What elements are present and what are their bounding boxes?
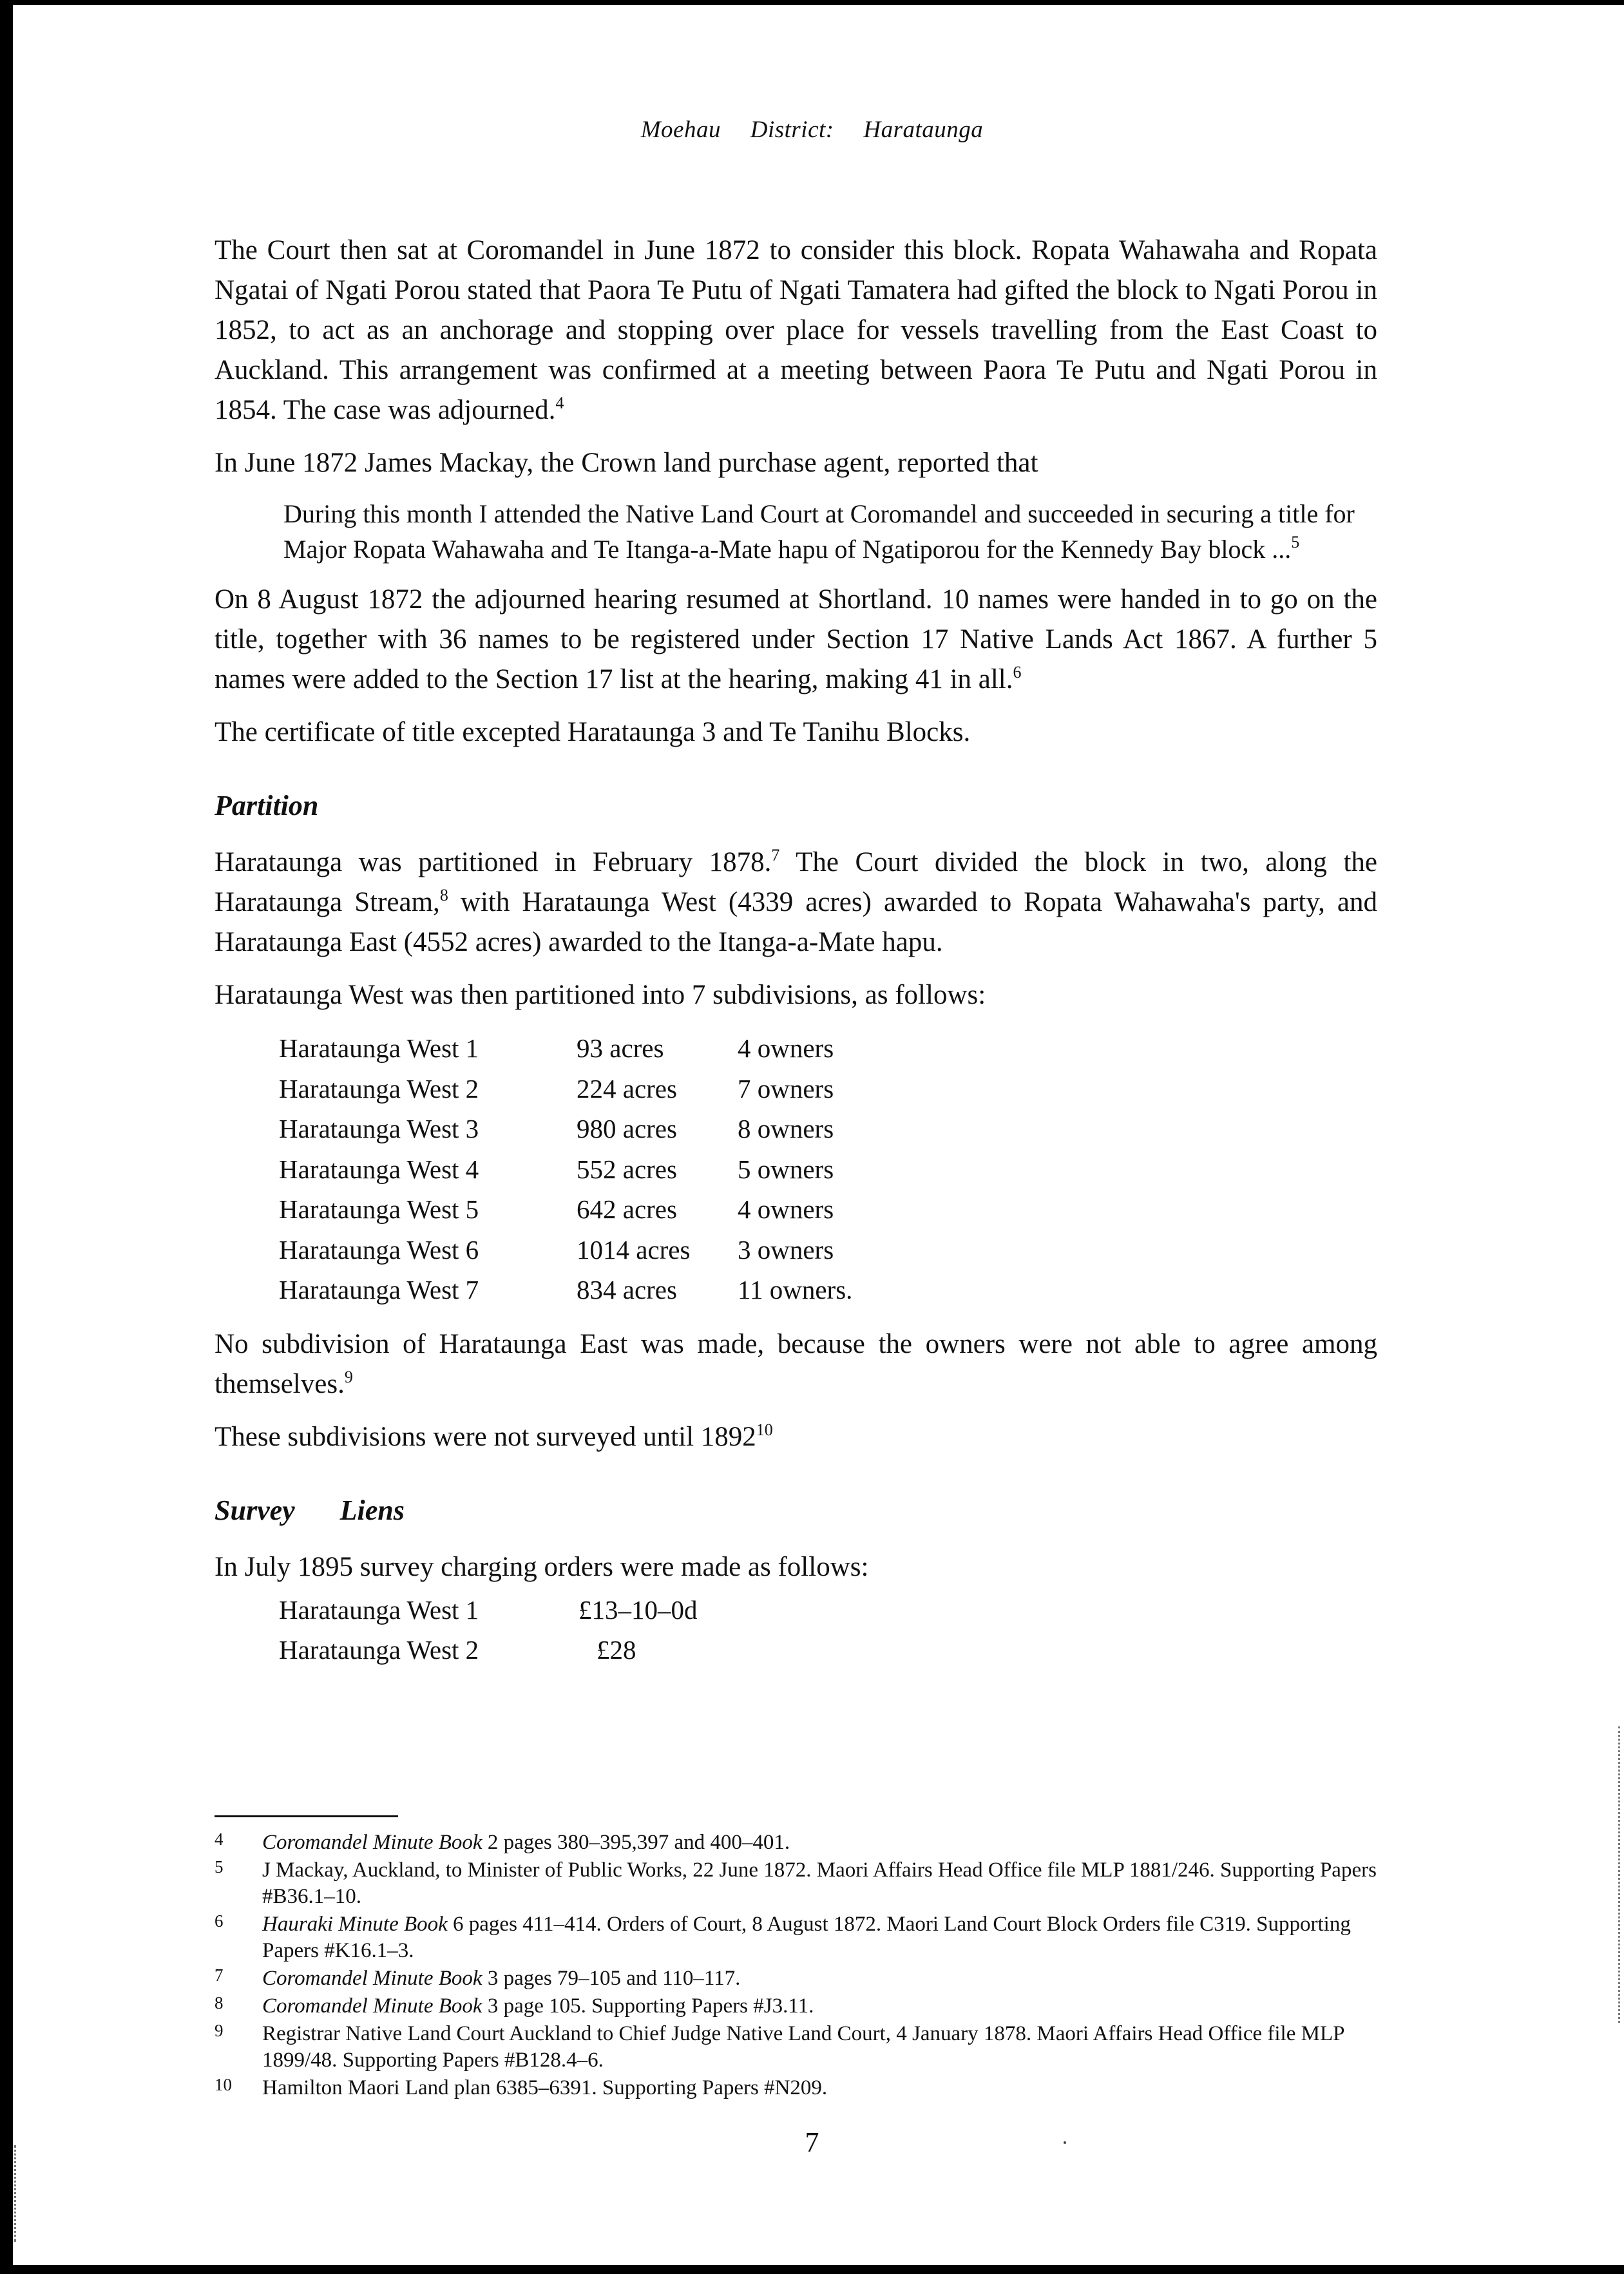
footnote-number: 6 xyxy=(215,1911,224,1931)
paragraph-text: On 8 August 1872 the adjourned hearing resumed at Shortland. 10 names were handed in to go on the title, together with 36 names to be registered under Section 17 Native Lands Act 1867. A further 5 names were added to the Section 17 list at the hearing, making 41 in all. xyxy=(215,584,1377,694)
table-row xyxy=(279,1028,852,1069)
subdivision-acres: 834 acres xyxy=(577,1275,677,1304)
footnote-detail: 3 page 105. Supporting Papers #J3.11. xyxy=(482,1994,814,2018)
footnote-text xyxy=(262,1911,1377,1964)
footnote-detail: 6 pages 411–414. Orders of Court, 8 August 1872. Maori Land Court Block Orders file C319. Supporting Papers #K16.1–3. xyxy=(262,1913,1351,1962)
subdivision-name: Harataunga West 5 xyxy=(279,1194,479,1224)
paragraph-text: The Court then sat at Coromandel in June 1872 to consider this block. Ropata Wahawaha and Ropata Ngatai of Ngati Porou stated that Paora Te Putu of Ngati Tamatera had gifted the block to Ngati Porou in 1852, to act as an anchorage and stopping over place for vessels travelling from the East Coast to Auckland. This arrangement was confirmed at a meeting between Paora Te Putu and Ngati Porou in 1854. The case was adjourned. xyxy=(215,235,1377,425)
subdivision-acres: 642 acres xyxy=(577,1194,677,1224)
table-row xyxy=(279,1149,852,1190)
footnote-detail: 2 pages 380–395,397 and 400–401. xyxy=(482,1831,790,1854)
heading-word: Survey xyxy=(215,1494,295,1526)
footnote-source-title: Coromandel Minute Book xyxy=(262,1994,482,2018)
subdivision-owners: 7 owners xyxy=(738,1073,834,1104)
paragraph-partition xyxy=(215,843,1377,962)
footnote-number: 10 xyxy=(215,2075,232,2094)
paragraph-shortland-hearing xyxy=(215,580,1377,700)
heading-partition: Partition xyxy=(215,790,319,821)
subdivision-name: Harataunga West 3 xyxy=(279,1114,479,1143)
footnote-ref-6: 6 xyxy=(1013,663,1022,682)
footnote-text xyxy=(262,2021,1377,2074)
heading-word: Liens xyxy=(339,1494,405,1526)
footnote-ref-8: 8 xyxy=(439,886,448,904)
footnotes xyxy=(215,1830,1377,2103)
footnote-7 xyxy=(215,1965,1377,1992)
heading-survey-liens xyxy=(215,1491,1377,1531)
subdivision-owners: 5 owners xyxy=(738,1154,834,1184)
scan-edge-left-marks xyxy=(14,2145,18,2242)
subdivision-name: Harataunga West 6 xyxy=(279,1234,479,1265)
header-left: Moehau xyxy=(640,117,721,143)
footnote-ref-9: 9 xyxy=(344,1367,353,1386)
table-row xyxy=(279,1630,698,1670)
subdivision-name: Harataunga West 2 xyxy=(279,1073,479,1104)
subdivisions-table xyxy=(279,1028,852,1310)
paragraph-subdivisions-intro: Harataunga West was then partitioned into 7 subdivisions, as follows: xyxy=(215,980,986,1010)
paragraph-text: These subdivisions were not surveyed until 1892 xyxy=(215,1421,756,1452)
subdivision-name: Harataunga West 1 xyxy=(279,1033,479,1063)
lien-block-name: Harataunga West 1 xyxy=(279,1594,479,1625)
footnote-number: 5 xyxy=(215,1857,224,1877)
footnote-6 xyxy=(215,1911,1377,1964)
subdivision-acres: 552 acres xyxy=(577,1154,677,1184)
footnote-text xyxy=(262,2075,1377,2101)
footnote-text xyxy=(262,1993,1377,2020)
lien-amount: £13–10–0d xyxy=(578,1594,698,1625)
footnote-number: 7 xyxy=(215,1965,224,1985)
paragraph-text: The Court divided the block in two, along the Harataunga Stream, xyxy=(215,847,1377,917)
quote-text: During this month I attended the Native Land Court at Coromandel and succeeded in securing a title for Major Ropata Wahawaha and Te Itanga-a-Mate hapu of Ngatiporou for the Kennedy Bay block ... xyxy=(283,499,1355,564)
table-row xyxy=(279,1109,852,1149)
paragraph-text: No subdivision of Harataunga East was made, because the owners were not able to agree among themselves. xyxy=(215,1328,1377,1399)
block-quote-mackay xyxy=(215,496,1377,567)
footnote-ref-4: 4 xyxy=(555,394,564,412)
scan-edge-left xyxy=(0,0,13,2274)
footnote-10 xyxy=(215,2075,1377,2101)
lien-amount: £28 xyxy=(597,1634,636,1665)
footnote-ref-7: 7 xyxy=(771,846,780,865)
footnote-8 xyxy=(215,1993,1377,2020)
subdivision-acres: 980 acres xyxy=(577,1114,677,1143)
paragraph-no-subdivision-east xyxy=(215,1324,1377,1404)
footnote-text xyxy=(262,1830,1377,1856)
table-row xyxy=(279,1189,852,1230)
footnote-detail: Hamilton Maori Land plan 6385–6391. Supporting Papers #N209. xyxy=(262,2076,828,2099)
running-header xyxy=(0,116,1624,144)
subdivision-owners: 8 owners xyxy=(738,1114,834,1143)
footnote-number: 8 xyxy=(215,1993,224,2012)
footnote-9 xyxy=(215,2021,1377,2074)
page-number: 7 xyxy=(805,2126,819,2158)
footnote-source-title: Coromandel Minute Book xyxy=(262,1967,482,1990)
footnote-4 xyxy=(215,1830,1377,1856)
paragraph-text: Harataunga was partitioned in February 1878. xyxy=(215,847,772,877)
footnote-detail: J Mackay, Auckland, to Minister of Public Works, 22 June 1872. Maori Affairs Head Office file MLP 1881/246. Supporting Papers #B36.1–10. xyxy=(262,1858,1377,1908)
footnote-number: 9 xyxy=(215,2021,224,2040)
header-middle: District: xyxy=(750,117,834,143)
footnote-detail: 3 pages 79–105 and 110–117. xyxy=(482,1967,741,1990)
subdivision-owners: 3 owners xyxy=(738,1234,834,1265)
footnote-ref-5: 5 xyxy=(1291,533,1300,551)
scan-edge-top xyxy=(0,0,1624,5)
footnote-separator xyxy=(215,1815,398,1817)
header-right: Harataunga xyxy=(863,117,984,143)
table-row xyxy=(279,1069,852,1109)
subdivision-acres: 224 acres xyxy=(577,1073,677,1104)
subdivision-acres: 93 acres xyxy=(577,1033,664,1063)
footnote-number: 4 xyxy=(215,1830,224,1849)
table-row xyxy=(279,1590,698,1630)
lien-block-name: Harataunga West 2 xyxy=(279,1634,479,1665)
paragraph-text: with Harataunga West (4339 acres) awarded to Ropata Wahawaha's party, and Harataunga East (4552 acres) awarded to the Itanga-a-Mate hapu. xyxy=(215,887,1377,957)
survey-liens-table xyxy=(279,1590,698,1670)
scan-speck xyxy=(1064,2141,1066,2144)
footnote-source-title: Hauraki Minute Book xyxy=(262,1913,448,1936)
paragraph-mackay: In June 1872 James Mackay, the Crown land purchase agent, reported that xyxy=(215,448,1038,478)
scan-edge-right-marks xyxy=(1618,1726,1622,2023)
paragraph-charging-orders: In July 1895 survey charging orders were made as follows: xyxy=(215,1551,869,1582)
subdivision-owners: 11 owners. xyxy=(738,1275,853,1304)
paragraph-court-coromandel xyxy=(215,231,1377,430)
subdivision-owners: 4 owners xyxy=(738,1194,834,1224)
footnote-ref-10: 10 xyxy=(756,1420,773,1439)
footnote-source-title: Coromandel Minute Book xyxy=(262,1831,482,1854)
footnote-text xyxy=(262,1965,1377,1992)
table-row xyxy=(279,1230,852,1270)
footnote-detail: Registrar Native Land Court Auckland to Chief Judge Native Land Court, 4 January 1878. Maori Affairs Head Office file MLP 1899/48. Supporting Papers #B128.4–6. xyxy=(262,2022,1344,2072)
subdivision-name: Harataunga West 4 xyxy=(279,1154,479,1184)
subdivision-owners: 4 owners xyxy=(738,1033,834,1063)
paragraph-surveyed xyxy=(215,1417,1377,1457)
table-row xyxy=(279,1270,852,1310)
page-body xyxy=(215,231,1377,1670)
subdivision-acres: 1014 acres xyxy=(577,1234,691,1265)
footnote-5 xyxy=(215,1857,1377,1910)
scan-edge-bottom xyxy=(0,2265,1624,2274)
footnote-text xyxy=(262,1857,1377,1910)
paragraph-certificate: The certificate of title excepted Harataunga 3 and Te Tanihu Blocks. xyxy=(215,717,971,747)
subdivision-name: Harataunga West 7 xyxy=(279,1275,479,1304)
